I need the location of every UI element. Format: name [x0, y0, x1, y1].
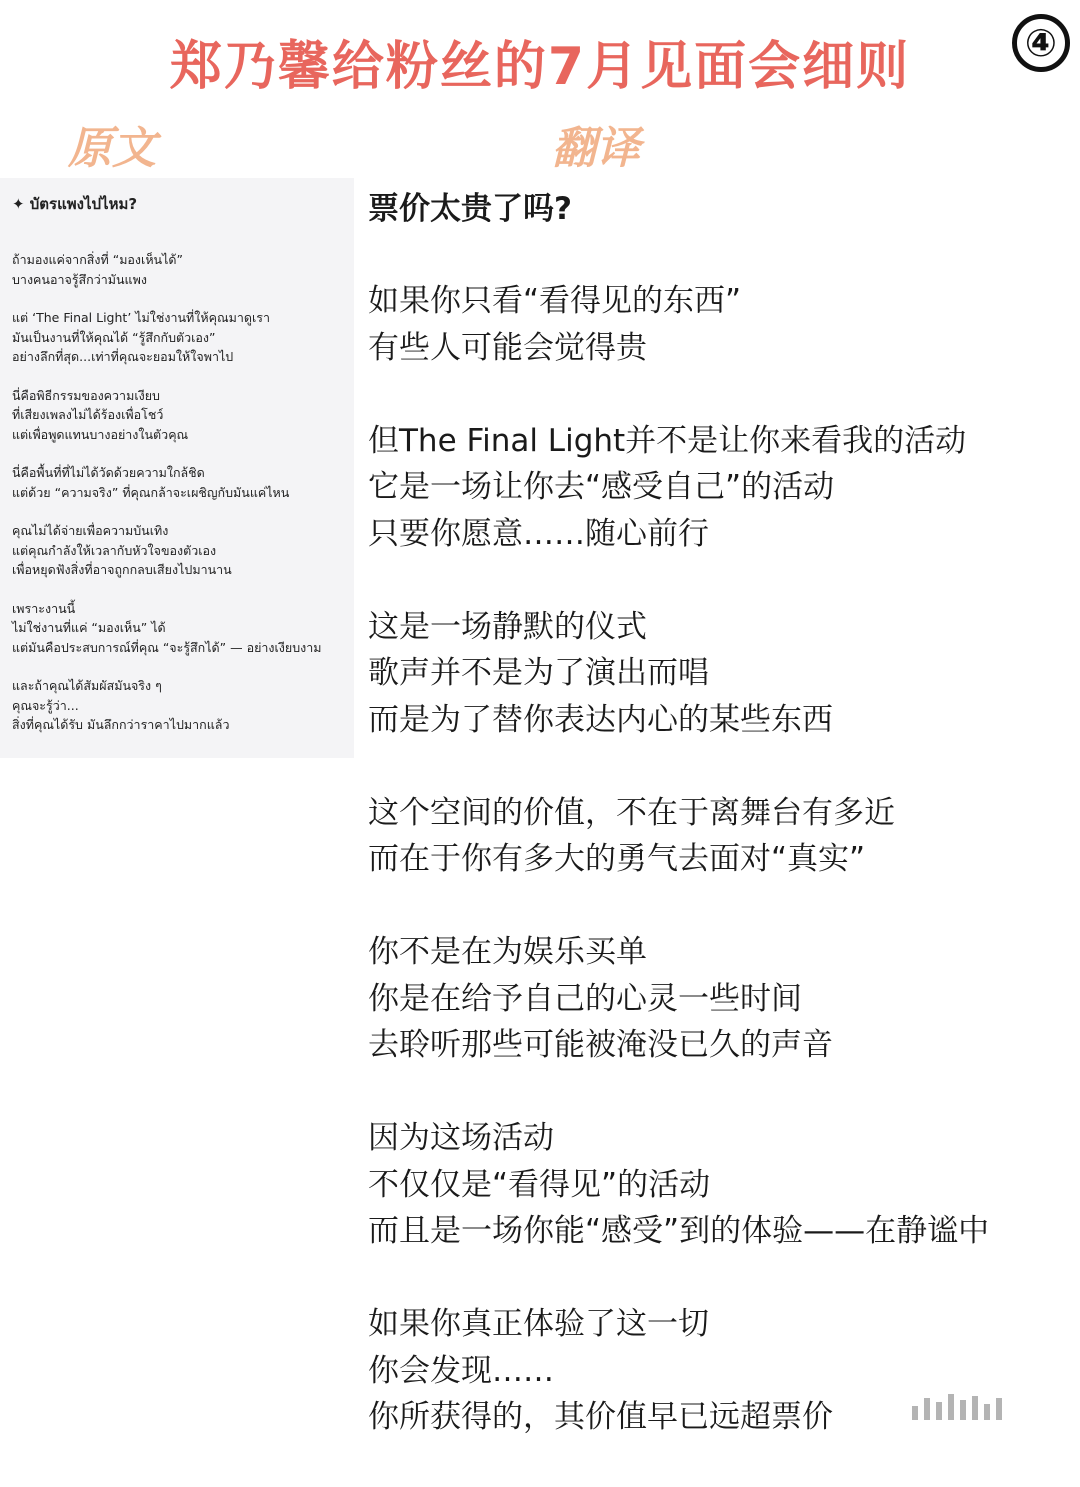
translation-line: 而在于你有多大的勇气去面对“真实”	[368, 841, 866, 877]
original-paragraph	[12, 599, 354, 658]
page-number-badge: ④	[1012, 14, 1070, 72]
watermark-logo	[912, 1390, 1062, 1420]
translation-line: 你会发现……	[368, 1352, 554, 1389]
original-paragraph	[12, 463, 354, 502]
translation-line: 而是为了替你表达内心的某些东西	[368, 701, 833, 738]
translation-line: 这个空间的价值，不在于离舞台有多近	[368, 794, 895, 831]
original-line: ที่เสียงเพลงไม่ได้ร้องเพื่อโชว์	[12, 407, 164, 422]
translation-line: 你所获得的，其价值早已远超票价	[368, 1399, 833, 1435]
translation-line: 它是一场让你去“感受自己”的活动	[368, 469, 835, 505]
page-title: 郑乃馨给粉丝的7月见面会细则	[169, 37, 911, 97]
translation-paragraphs	[368, 278, 1068, 1441]
original-line: อย่างลึกที่สุด...เท่าที่คุณจะยอมให้ใจพาไป	[12, 349, 234, 364]
original-line: สิ่งที่คุณได้รับ มันลึกกว่าราคาไปมากแล้ว	[12, 717, 230, 732]
original-line: คุณจะรู้ว่า...	[12, 697, 79, 713]
translation-line: 去聆听那些可能被淹没已久的声音	[368, 1027, 833, 1063]
translation-line: 因为这场活动	[368, 1120, 554, 1156]
translation-paragraph	[368, 278, 1068, 371]
original-paragraphs	[12, 250, 354, 735]
original-line: แต่ ‘The Final Light’ ไม่ใช่งานที่ให้คุณมาดูเรา	[12, 310, 270, 325]
translation-line: 歌声并不是为了演出而唱	[368, 655, 709, 691]
translation-paragraph	[368, 1115, 1068, 1255]
original-line: เพื่อหยุดฟังสิ่งที่อาจถูกกลบเสียงไปมานาน	[12, 562, 232, 577]
original-paragraph	[12, 521, 354, 580]
translation-paragraph	[368, 929, 1068, 1069]
original-line: ถ้ามองแค่จากสิ่งที่ “มองเห็นได้”	[12, 252, 183, 267]
original-paragraph	[12, 308, 354, 367]
original-line: คุณไม่ได้จ่ายเพื่อความบันเทิง	[12, 523, 169, 538]
original-line: นี่คือพิธีกรรมของความเงียบ	[12, 387, 160, 403]
translation-paragraph	[368, 604, 1068, 744]
original-paragraph	[12, 676, 354, 735]
original-line: บางคนอาจรู้สึกว่ามันแพง	[12, 271, 147, 287]
translation-column-label: 翻译	[552, 123, 640, 174]
original-heading: ✦ บัตรแพงไปไหม?	[12, 195, 138, 213]
translation-line: 如果你真正体验了这一切	[368, 1306, 709, 1342]
translation-line: 这是一场静默的仪式	[368, 608, 647, 645]
original-column-label: 原文	[68, 123, 156, 174]
translation-line: 只要你愿意……随心前行	[368, 515, 709, 552]
original-line: แต่คุณกำลังให้เวลากับหัวใจของตัวเอง	[12, 542, 217, 558]
original-line: แต่เพื่อพูดแทนบางอย่างในตัวคุณ	[12, 426, 189, 442]
translation-line: 而且是一场你能“感受”到的体验——在静谧中	[368, 1213, 990, 1249]
translation-line: 不仅仅是“看得见”的活动	[368, 1166, 711, 1203]
translation-line: 但The Final Light并不是让你来看我的活动	[368, 422, 967, 459]
original-paragraph	[12, 386, 354, 445]
original-line: มันเป็นงานที่ให้คุณได้ “รู้สึกกับตัวเอง”	[12, 329, 216, 345]
translation-line: 你不是在为娱乐买单	[368, 934, 647, 970]
translation-paragraph	[368, 418, 1068, 558]
original-line: ไม่ใช่งานที่แค่ “มองเห็น” ได้	[12, 620, 166, 635]
translation-heading: 票价太贵了吗?	[368, 191, 572, 227]
original-line: แต่มันคือประสบการณ์ที่คุณ “จะรู้สึกได้” — อย่างเงียบงาม	[12, 639, 322, 655]
original-line: เพราะงานนี้	[12, 600, 76, 616]
translation-line: 你是在给予自己的心灵一些时间	[368, 980, 802, 1017]
original-line: นี่คือพื้นที่ที่ไม่ได้วัดด้วยความใกล้ชิด	[12, 465, 205, 480]
translation-line: 如果你只看“看得见的东西”	[368, 283, 742, 319]
translation-line: 有些人可能会觉得贵	[368, 329, 647, 366]
translation-text-panel	[368, 186, 1068, 1487]
original-line: และถ้าคุณได้สัมผัสมันจริง ๆ	[12, 678, 162, 693]
original-paragraph	[12, 250, 354, 289]
translation-paragraph	[368, 790, 1068, 883]
original-text-panel	[0, 178, 354, 758]
original-line: แต่ด้วย “ความจริง” ที่คุณกล้าจะเผชิญกับมันแค่ไหน	[12, 484, 290, 500]
